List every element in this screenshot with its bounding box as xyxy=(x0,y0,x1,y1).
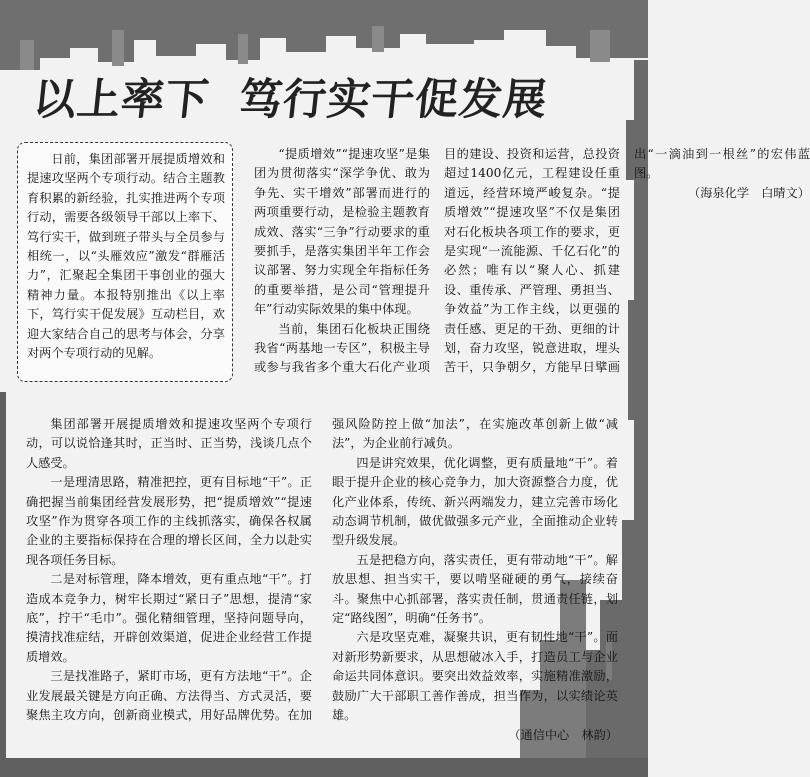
article2-paragraph: 四是讲究效果，优化调整，更有质量地“干”。着眼于提升企业的核心竞争力，加大资源整合力度，优化产业体系，传统、新兴两端发力，建立完善市场化动态调节机制，做优做强多元产业，全面推动企业转型升级发展。 xyxy=(332,455,618,548)
article2-paragraph: 二是对标管理，降本增效，更有重点地“干”。打造成本竞争力，树牢长期过“紧日子”思想，提清“家底”，拧干“毛巾”。强化精细管理，坚持问题导向，摸清找准症结，开辟创效渠道，促进企业经营工作提质增效。 xyxy=(26,572,312,664)
article1-paragraph: 当前，集团石化板块正围绕我省“两基地一专区”，积极主导或参与我省多个重大石化产业项目的建设、投资和运营，总投资超过1400亿元，工程建设任重道远，经营环境严峻复杂。“提质增效”“提速攻坚”不仅是集团对石化板块各项工作的要求，更是实现“一流能源、千亿石化”的必然；唯有以“聚人心、抓建设、重传承、严管理、勇担当、争效益”为工作主线，以更强的责任感、更足的干劲、更细的计划，奋力攻坚，锐意进取，埋头苦干，只争朝夕，方能早日擘画出“一滴油到一根丝”的宏伟蓝图。 xyxy=(254,147,810,375)
top-skyline xyxy=(0,0,648,70)
article-1 xyxy=(254,145,810,395)
article1-paragraph: “提质增效”“提速攻坚”是集团为贯彻落实“深学争优、敢为争先、实干增效”部署而进行的两项重要行动，是检验主题教育成效、落实“三争”行动要求的重要抓手，是落实集团半年工作会议部署、努力实现全年指标任务的重要举措，是公司“管理提升年”行动实际效果的集中体现。 xyxy=(254,147,430,317)
article-2 xyxy=(26,415,618,765)
editor-note-text: 日前，集团部署开展提质增效和提速攻坚两个专项行动。结合主题教育积累的新经验，扎实推进两个专项行动，需要各级领导干部以上率下、笃行实干，做到班子带头与全员参与相统一，以“头雁效应”激发“群雁活力”，汇聚起全集团干事创业的强大精神力量。本报特别推出《以上率下，笃行实干促发展》互动栏目，欢迎大家结合自己的思考与体会，分享对两个专项行动的见解。 xyxy=(27,152,225,361)
article1-signature: （海泉化学 白晴文） xyxy=(688,185,810,200)
article2-paragraph: 集团部署开展提质增效和提速攻坚两个专项行动，可以说恰逢其时，正当时、正当势，浅谈几点个人感受。 xyxy=(26,417,312,470)
article2-paragraph: 三是找准路子，紧盯市场，更有方法地“干”。企业发展最关键是方向正确、方法得当、方式灵活，要聚焦主攻方向，创新商业模式，用好品牌优势。在加强风险防控上做“加法”，在实施改革创新上做“减法”，为企业前行减负。 xyxy=(26,417,618,723)
editor-note xyxy=(27,150,225,363)
title-part2: 笃行实干促发展 xyxy=(236,75,550,125)
page-title xyxy=(30,66,637,125)
article2-paragraph: 一是理清思路，精准把控，更有目标地“干”。正确把握当前集团经营发展形势，把“提质增效”“提速攻坚”作为贯穿各项工作的主线抓落实，确保各权属企业的主要指标保持在合理的增长区间，全力以赴实现各项任务目标。 xyxy=(26,475,312,567)
article2-paragraph: 六是攻坚克难，凝聚共识，更有韧性地“干”。面对新形势新要求，从思想破冰入手，打造员工与企业命运共同体意识。要突出效益效率，实施精准激励，鼓励广大干部职工善作善成，担当作为，以实绩论英雄。 xyxy=(332,630,618,723)
article2-signature: （通信中心 林韵） xyxy=(508,727,618,742)
title-part1: 以上率下 xyxy=(30,75,212,125)
article2-paragraph: 五是把稳方向，落实责任，更有带动地“干”。解放思想、担当实干，要以啃坚碰硬的勇气，接续奋斗。聚焦中心抓部署，落实责任制，贯通责任链，划定“路线图”，明确“任务书”。 xyxy=(332,552,618,626)
